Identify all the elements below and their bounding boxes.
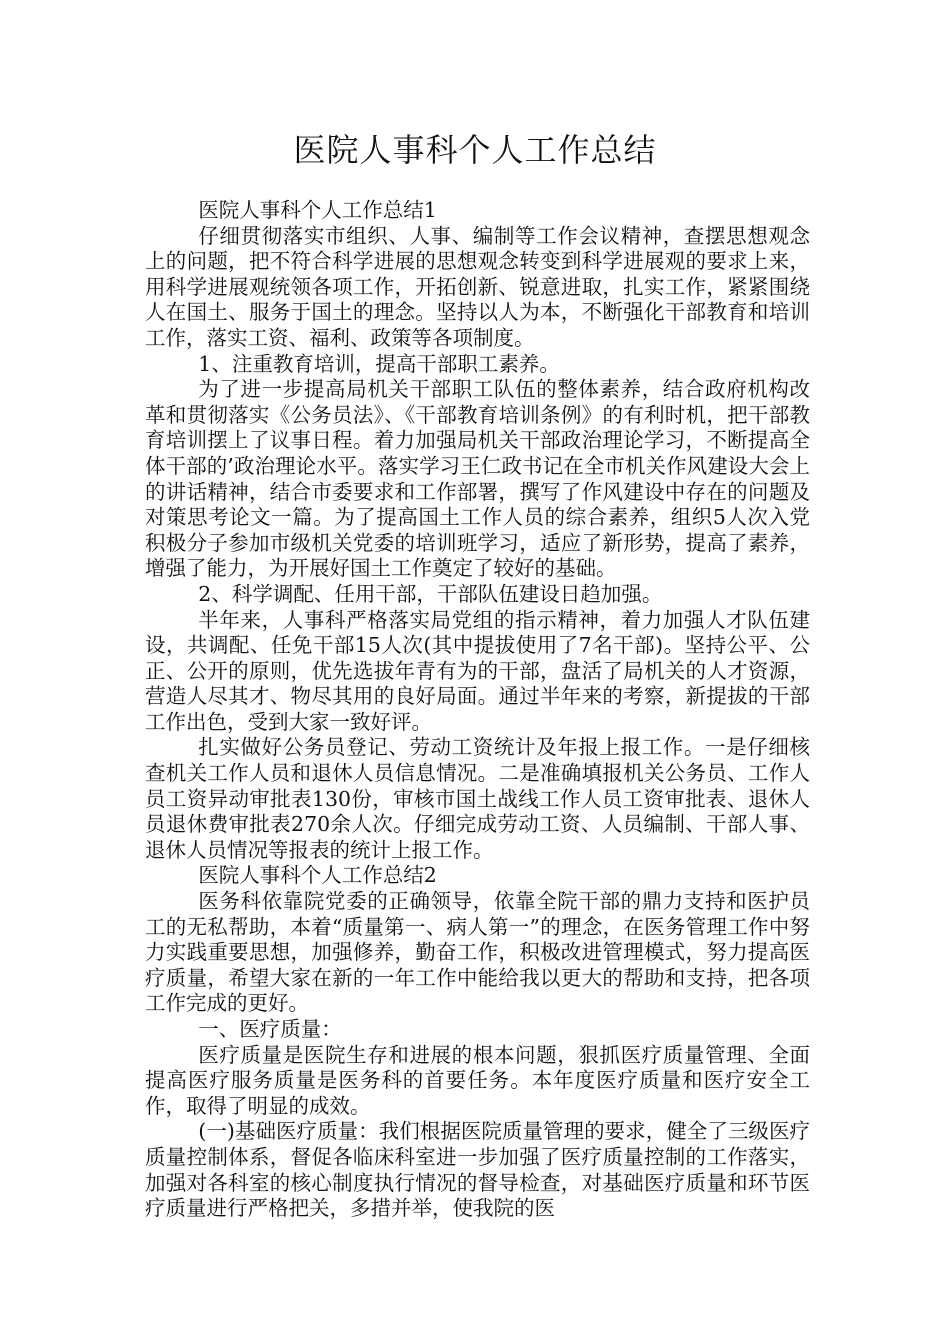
paragraph: 为了进一步提高局机关干部职工队伍的整体素养，结合政府机构改革和贯彻落实《公务员法》、《干部教育培训条例》的有利时机，把干部教育培训摆上了议事日程。着力加强局机关干部政治理论学习，不断提高全体干部的’政治理论水平。落实学习王仁政书记在全市机关作风建设大会上的讲话精神，结合市委要求和工作部署，撰写了作风建设中存在的问题及对策思考论文一篇。为了提高国土工作人员的综合素养，组织5人次入党积极分子参加市级机关党委的培训班学习，适应了新形势，提高了素养，增强了能力，为开展好国土工作奠定了较好的基础。 — [145, 377, 810, 581]
subheading: 一、医疗质量： — [198, 1017, 342, 1041]
paragraph: 医务科依靠院党委的正确领导，依靠全院干部的鼎力支持和医护员工的无私帮助，本着“质量第一、病人第一”的理念，在医务管理工作中努力实践重要思想，加强修养，勤奋工作，积极改进管理模式，努力提高医疗质量，希望大家在新的一年工作中能给我以更大的帮助和支持，把各项工作完成的更好。 — [145, 889, 810, 1016]
paragraph: (一)基础医疗质量：我们根据医院质量管理的要求，健全了三级医疗质量控制体系，督促各临床科室进一步加强了医疗质量控制的工作落实，加强对各科室的核心制度执行情况的督导检查，对基础医疗质量和环节医疗质量进行严格把关，多措并举，使我院的医 — [145, 1119, 810, 1221]
section-heading-1: 医院人事科个人工作总结1 — [198, 198, 437, 222]
paragraph: 仔细贯彻落实市组织、人事、编制等工作会议精神，查摆思想观念上的问题，把不符合科学进展的思想观念转变到科学进展观的要求上来，用科学进展观统领各项工作，开拓创新、锐意进取，扎实工作，紧紧围绕人在国土、服务于国土的理念。坚持以人为本，不断强化干部教育和培训工作，落实工资、福利、政策等各项制度。 — [145, 223, 810, 350]
paragraph: 医疗质量是医院生存和进展的根本问题，狠抓医疗质量管理、全面提高医疗服务质量是医务科的首要任务。本年度医疗质量和医疗安全工作，取得了明显的成效。 — [145, 1042, 810, 1118]
subheading: 1、注重教育培训，提高干部职工素养。 — [198, 351, 560, 376]
paragraph: 扎实做好公务员登记、劳动工资统计及年报上报工作。一是仔细核查机关工作人员和退休人员信息情况。二是准确填报机关公务员、工作人员工资异动审批表130份，审核市国土战线工作人员工资审批表、退休人员退休费审批表270余人次。仔细完成劳动工资、人员编制、干部人事、退休人员情况等报表的统计上报工作。 — [145, 735, 810, 862]
section-heading-2: 医院人事科个人工作总结2 — [198, 863, 437, 888]
subheading: 2、科学调配、任用干部，干部队伍建设日趋加强。 — [198, 581, 663, 606]
document-title: 医院人事科个人工作总结 — [293, 131, 657, 169]
document-body — [145, 198, 810, 1222]
paragraph: 半年来，人事科严格落实局党组的指示精神，着力加强人才队伍建设，共调配、任免干部15人次(其中提拔使用了7名干部)。坚持公平、公正、公开的原则，优先选拔年青有为的干部，盘活了局机关的人才资源，营造人尽其才、物尽其用的良好局面。通过半年来的考察，新提拔的干部工作出色，受到大家一致好评。 — [145, 607, 810, 734]
